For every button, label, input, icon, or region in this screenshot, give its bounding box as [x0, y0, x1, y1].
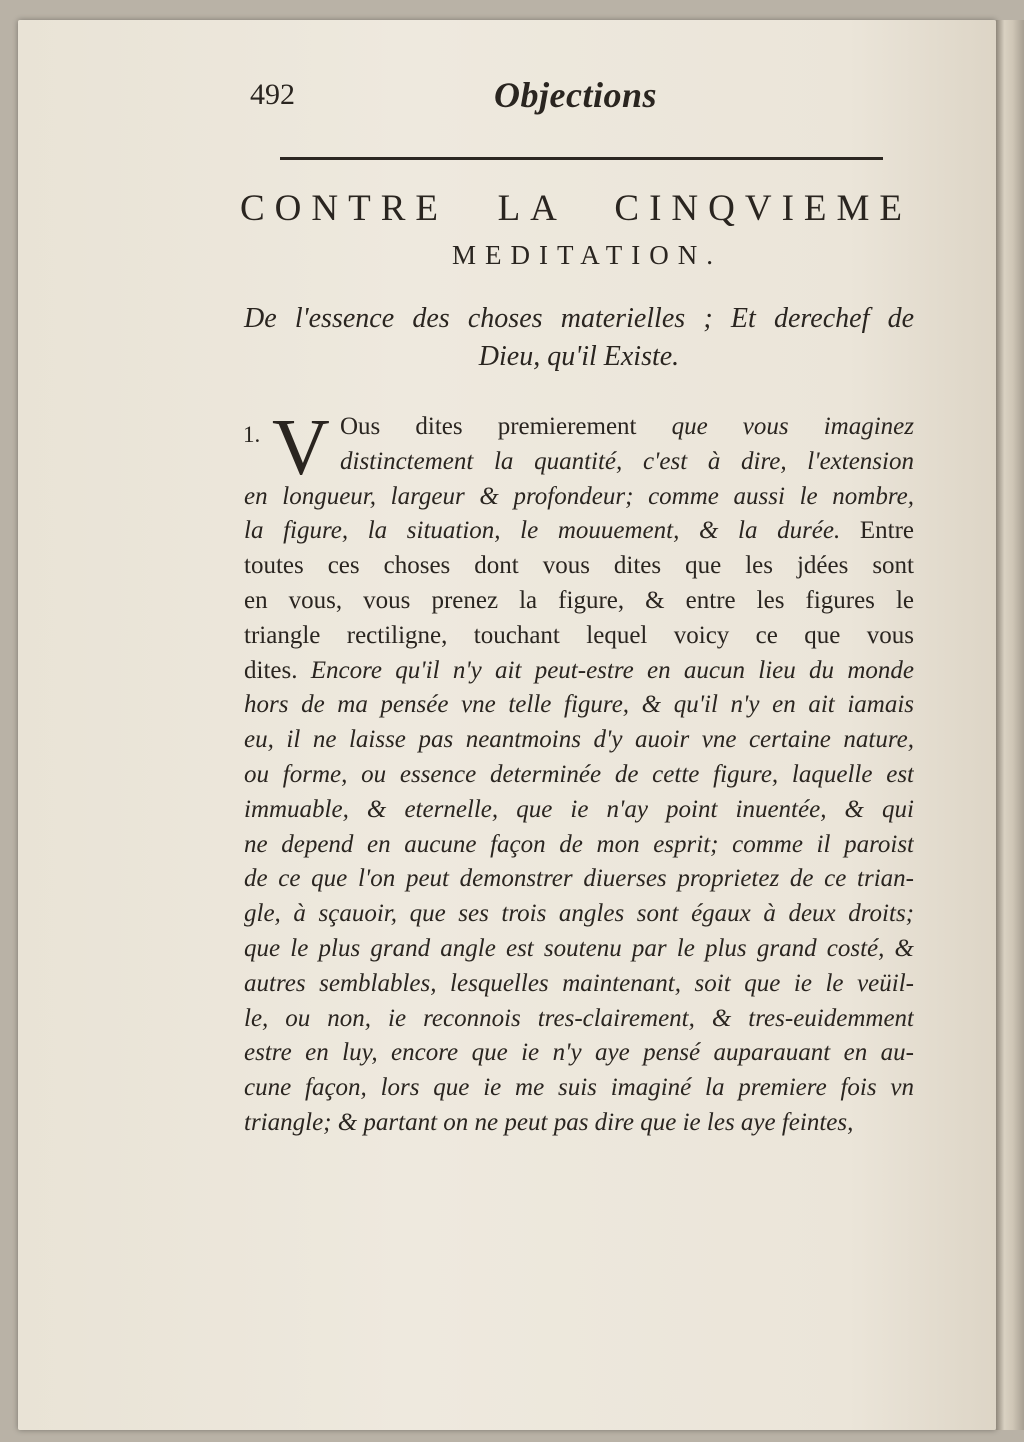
- text-run: gle, à sçauoir, que ses trois angles sont égaux à deux droits;: [244, 900, 914, 928]
- text-run: que vous imaginez: [671, 413, 914, 440]
- subtitle-line: Dieu, qu'il Existe.: [478, 341, 680, 372]
- text-line: [244, 445, 914, 480]
- paragraph-number: 1.: [243, 422, 261, 447]
- text-line: [244, 584, 914, 619]
- text-run: estre en luy, encore que ie n'y aye pensé auparauant en au-: [244, 1039, 914, 1067]
- page-number: 492: [250, 78, 295, 111]
- text-run: autres semblables, lesquelles maintenant, soit que ie le veüil-: [244, 969, 914, 997]
- section-subtitle: [244, 300, 914, 376]
- text-run: que le plus grand angle est soutenu par le plus grand costé, &: [244, 934, 914, 962]
- text-run: hors de ma pensée vne telle figure, & qu'il n'y en ait iamais: [244, 691, 914, 719]
- text-line: [244, 1106, 914, 1141]
- text-line: [244, 1002, 914, 1037]
- text-line: [244, 793, 914, 828]
- text-line: [244, 967, 914, 1002]
- text-line: [244, 897, 914, 932]
- body-text: [244, 404, 914, 1141]
- text-line: [244, 654, 914, 689]
- text-run: dites.: [244, 656, 311, 684]
- text-run: de ce que l'on peut demonstrer diuerses proprietez de ce trian-: [244, 865, 914, 893]
- text-run: Entre: [840, 517, 914, 545]
- text-run: cune façon, lors que ie me suis imaginé la premiere fois vn: [244, 1074, 914, 1102]
- text-line: [244, 932, 914, 967]
- text-run: ou forme, ou essence determinée de cette figure, laquelle est: [244, 760, 914, 788]
- header-rule: [280, 157, 883, 160]
- text-line: [244, 758, 914, 793]
- text-run: ne depend en aucune façon de mon esprit; comme il paroist: [244, 830, 914, 858]
- text-line: [244, 549, 914, 584]
- page-header: [0, 74, 1024, 134]
- text-line: [244, 1036, 914, 1071]
- text-line: [244, 1071, 914, 1106]
- text-line: [244, 410, 914, 445]
- text-run: le, ou non, ie reconnois tres-clairement, & tres-euidemment: [244, 1004, 914, 1032]
- text-run: immuable, & eternelle, que ie n'ay point inuentée, & qui: [244, 795, 914, 823]
- text-line: [244, 862, 914, 897]
- section-subheading: MEDITATION.: [451, 240, 723, 270]
- text-run: en vous, vous prenez la figure, & entre les figures le: [244, 586, 914, 614]
- running-title: Objections: [494, 75, 657, 115]
- text-run: triangle rectiligne, touchant lequel voicy ce que vous: [244, 621, 914, 649]
- text-run: Encore qu'il n'y ait peut-estre en aucun lieu du monde: [310, 656, 914, 684]
- text-run: toutes ces choses dont vous dites que les jdées sont: [244, 552, 914, 580]
- text-run: eu, il ne laisse pas neantmoins d'y auoir vne certaine nature,: [244, 726, 914, 754]
- text-run: la figure, la situation, le mouuement, & la durée.: [244, 517, 841, 545]
- text-line: [244, 688, 914, 723]
- text-line: [244, 723, 914, 758]
- drop-cap: V: [272, 404, 330, 492]
- text-line: [244, 828, 914, 863]
- text-line: [244, 480, 914, 515]
- subtitle-line: De l'essence des choses materielles ; Et derechef de: [244, 303, 914, 334]
- book-gutter: [996, 20, 1024, 1430]
- text-run: distinctement la quantité, c'est à dire, l'extension: [340, 447, 914, 475]
- text-line: [244, 514, 914, 549]
- text-line: [244, 619, 914, 654]
- text-run: en longueur, largeur & profondeur; comme aussi le nombre,: [244, 482, 914, 510]
- section-heading: CONTRE LA CINQVIEME: [240, 188, 912, 229]
- text-run: triangle; & partant on ne peut pas dire que ie les aye feintes,: [244, 1108, 854, 1136]
- text-run: Ous dites premierement: [340, 413, 672, 440]
